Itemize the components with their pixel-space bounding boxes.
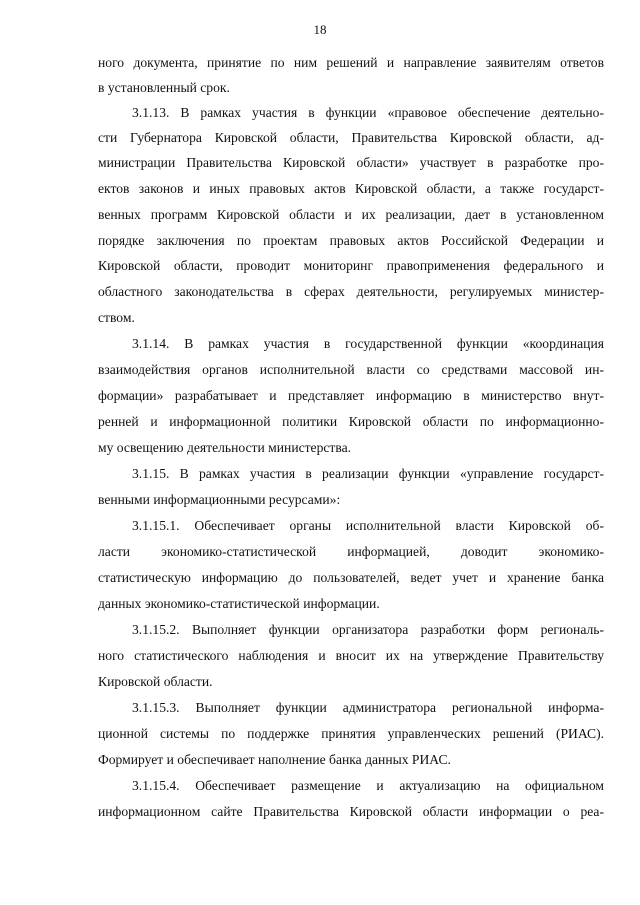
text-line: информационном сайте Правительства Кировской области информации о реа- [98, 804, 604, 819]
text-line: 3.1.15.4. Обеспечивает размещение и актуализацию на официальном [132, 778, 604, 793]
text-line: 3.1.15.1. Обеспечивает органы исполнительной власти Кировской об- [132, 518, 604, 533]
text-line: 3.1.14. В рамках участия в государственной функции «координация [132, 336, 604, 351]
text-line: ством. [98, 310, 135, 325]
text-line: му освещению деятельности министерства. [98, 440, 352, 455]
text-line: 3.1.15.2. Выполняет функции организатора разработки форм региональ- [132, 622, 604, 637]
text-line: порядке заключения по проектам правовых актов Российской Федерации и [98, 233, 604, 248]
text-line: венных программ Кировской области и их реализации, дает в установленном [98, 207, 604, 222]
text-line: данных экономико-статистической информации. [98, 596, 380, 611]
text-line: областного законодательства в сферах деятельности, регулируемых министер- [98, 284, 604, 299]
text-line: ного документа, принятие по ним решений и направление заявителям ответов [98, 55, 604, 70]
text-line: 3.1.15. В рамках участия в реализации функции «управление государст- [132, 466, 604, 481]
text-line: ренней и информационной политики Кировской области по информационно- [98, 414, 604, 429]
text-line: Кировской области, проводит мониторинг правоприменения федерального и [98, 258, 604, 273]
text-line: ектов законов и иных правовых актов Кировской области, а также государст- [98, 181, 604, 196]
text-line: формации» разрабатывает и представляет информацию в министерство внут- [98, 388, 604, 403]
text-line: взаимодействия органов исполнительной власти со средствами массовой ин- [98, 362, 604, 377]
text-line: Формирует и обеспечивает наполнение банка данных РИАС. [98, 752, 451, 767]
page-number: 18 [313, 22, 327, 37]
text-line: 3.1.15.3. Выполняет функции администратора региональной информа- [132, 700, 604, 715]
text-line: венными информационными ресурсами»: [98, 492, 341, 507]
text-line: 3.1.13. В рамках участия в функции «правовое обеспечение деятельно- [132, 105, 604, 120]
text-line: ного статистического наблюдения и вносит их на утверждение Правительству [98, 648, 604, 663]
text-line: сти Губернатора Кировской области, Правительства Кировской области, ад- [98, 130, 604, 145]
text-line: Кировской области. [98, 674, 213, 689]
text-line: в установленный срок. [98, 80, 230, 95]
text-line: ласти экономико-статистической информацией, доводит экономико- [98, 544, 604, 559]
text-line: статистическую информацию до пользователей, ведет учет и хранение банка [98, 570, 604, 585]
text-line: министрации Правительства Кировской области» участвует в разработке про- [98, 155, 604, 170]
text-line: ционной системы по поддержке принятия управленческих решений (РИАС). [98, 726, 604, 741]
